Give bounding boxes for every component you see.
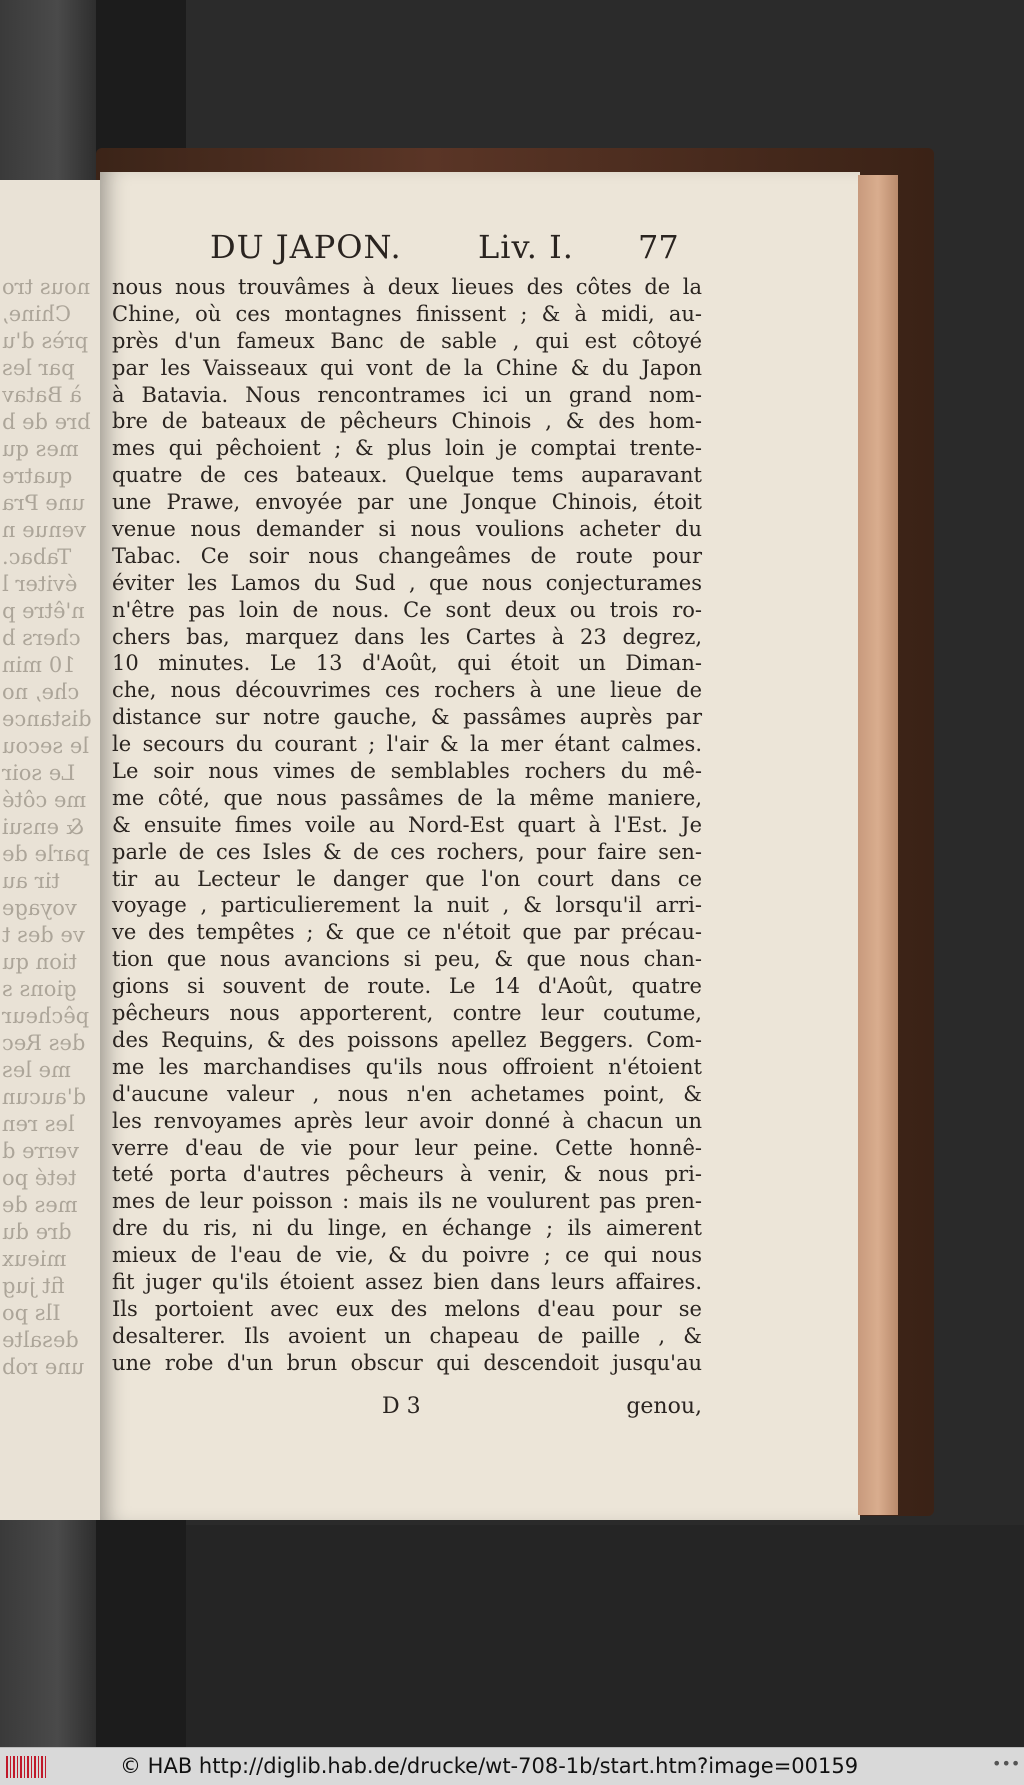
text-line: les renvoyames après leur avoir donné à chacun un xyxy=(112,1108,702,1133)
facing-page-fragment: des Rec xyxy=(2,1031,86,1055)
facing-page-fragment: Tabac. xyxy=(2,545,72,569)
body-text xyxy=(112,274,702,1377)
facing-page-fragment: tion qu xyxy=(2,950,77,974)
text-line: mes de leur poisson : mais ils ne voulurent pas pren- xyxy=(112,1189,702,1214)
facing-page-fragment: verre d xyxy=(2,1139,79,1163)
text-line: Le soir nous vimes de semblables rochers du mê- xyxy=(112,759,702,784)
text-line: verre d'eau de vie pour leur peine. Cette honnê- xyxy=(112,1135,702,1160)
page-edges xyxy=(858,175,898,1515)
text-line: mieux de l'eau de vie, & du poivre ; ce qui nous xyxy=(112,1243,702,1268)
text-line: Ils portoient avec eux des melons d'eau pour se xyxy=(112,1296,702,1321)
facing-page-fragment: parle de xyxy=(2,842,90,866)
text-line: d'aucune valeur , nous n'en achetames point, & xyxy=(112,1081,702,1106)
text-line: desalterer. Ils avoient un chapeau de paille , & xyxy=(112,1323,702,1348)
facing-page-fragment: desalte xyxy=(2,1328,79,1352)
facing-page-fragment: une rob xyxy=(2,1355,85,1379)
text-line: teté porta d'autres pêcheurs à venir, & nous pri- xyxy=(112,1162,702,1187)
text-line: par les Vaisseaux qui vont de la Chine & du Japon xyxy=(112,355,702,380)
facing-page-fragment: me les xyxy=(2,1058,71,1082)
text-line: me côté, que nous passâmes de la même maniere, xyxy=(112,785,702,810)
facing-page-fragment: le secou xyxy=(2,734,89,758)
text-line: fit juger qu'ils étoient assez bien dans leurs affaires. xyxy=(112,1269,702,1294)
facing-page-fragment: ve des t xyxy=(2,923,85,947)
text-line: mes qui pêchoient ; & plus loin je comptai trente- xyxy=(112,436,702,461)
facing-page-fragment: teté po xyxy=(2,1166,77,1190)
hab-barcode-logo-icon xyxy=(6,1756,46,1778)
text-line: dre du ris, ni du linge, en échange ; ils aimerent xyxy=(112,1216,702,1241)
facing-page-fragment: mes de xyxy=(2,1193,78,1217)
text-line: pêcheurs nous apporterent, contre leur coutume, xyxy=(112,1001,702,1026)
facing-page xyxy=(0,180,100,1520)
text-line: voyage , particulierement la nuit , & lorsqu'il arri- xyxy=(112,893,702,918)
facing-page-fragment: chers b xyxy=(2,626,81,650)
text-line: tir au Lecteur le danger que l'on court dans ce xyxy=(112,866,702,891)
text-line: le secours du courant ; l'air & la mer étant calmes. xyxy=(112,732,702,757)
text-line: distance sur notre gauche, & passâmes auprès par xyxy=(112,705,702,730)
facing-page-fragment: les ren xyxy=(2,1112,75,1136)
facing-page-fragment: venue n xyxy=(2,518,86,542)
text-line: chers bas, marquez dans les Cartes à 23 degrez, xyxy=(112,624,702,649)
facing-page-fragment: mes qu xyxy=(2,437,79,461)
text-line: me les marchandises qu'ils nous offroient n'étoient xyxy=(112,1054,702,1079)
facing-page-fragment: Le soir xyxy=(2,761,76,785)
text-line: des Requins, & des poissons apellez Beggers. Com- xyxy=(112,1027,702,1052)
more-dots-icon[interactable]: ••• xyxy=(992,1754,1021,1773)
facing-page-fragment: 10 min xyxy=(2,653,76,677)
facing-page-fragment: pêcheur xyxy=(2,1004,90,1028)
text-line: quatre de ces bateaux. Quelque tems auparavant xyxy=(112,463,702,488)
facing-page-fragment: une Pra xyxy=(2,491,85,515)
text-line: près d'un fameux Banc de sable , qui est côtoyé xyxy=(112,328,702,353)
text-line: éviter les Lamos du Sud , que nous conjecturames xyxy=(112,570,702,595)
facing-page-fragment: à Batav xyxy=(2,383,82,407)
running-head-title: DU JAPON. xyxy=(210,228,402,266)
facing-page-fragment: d'aucun xyxy=(2,1085,87,1109)
page-number: 77 xyxy=(638,228,679,266)
facing-page-fragment: distance xyxy=(2,707,92,731)
facing-page-fragment: dre du xyxy=(2,1220,72,1244)
text-line: Tabac. Ce soir nous changeâmes de route pour xyxy=(112,543,702,568)
text-line: n'être pas loin de nous. Ce sont deux ou trois ro- xyxy=(112,597,702,622)
facing-page-fragment: par les xyxy=(2,356,75,380)
facing-page-fragment: Chine, xyxy=(2,302,71,326)
facing-page-fragment: fit jug xyxy=(2,1274,65,1298)
text-line: tion que nous avancions si peu, & que nous chan- xyxy=(112,947,702,972)
text-line: une Prawe, envoyée par une Jonque Chinois, étoit xyxy=(112,490,702,515)
text-line: gions si souvent de route. Le 14 d'Août, quatre xyxy=(112,974,702,999)
facing-page-fragment: voyage xyxy=(2,896,77,920)
page-footer xyxy=(112,1394,702,1424)
facing-page-fragment: quatre xyxy=(2,464,73,488)
text-line: 10 minutes. Le 13 d'Août, qui étoit un Diman- xyxy=(112,651,702,676)
facing-page-fragment: & ensui xyxy=(2,815,85,839)
facing-page-fragment: che, no xyxy=(2,680,80,704)
text-line: Chine, où ces montagnes finissent ; & à midi, au- xyxy=(112,301,702,326)
text-line: & ensuite fimes voile au Nord-Est quart à l'Est. Je xyxy=(112,812,702,837)
source-url[interactable]: © HAB http://diglib.hab.de/drucke/wt-708-1b/start.htm?image=00159 xyxy=(120,1754,859,1778)
text-line: bre de bateaux de pêcheurs Chinois , & des hom- xyxy=(112,409,702,434)
facing-page-fragment: nous tro xyxy=(2,275,91,299)
text-line: nous nous trouvâmes à deux lieues des côtes de la xyxy=(112,275,702,299)
facing-page-fragment: tir au xyxy=(2,869,60,893)
running-head xyxy=(108,228,688,274)
facing-page-fragment: n'être p xyxy=(2,599,85,623)
catchword: genou, xyxy=(626,1394,702,1419)
text-line: che, nous découvrimes ces rochers à une lieue de xyxy=(112,678,702,703)
facing-page-fragment: Ils po xyxy=(2,1301,61,1325)
facing-page-fragment: éviter l xyxy=(2,572,78,596)
facing-page-fragment: me côté xyxy=(2,788,87,812)
text-line: une robe d'un brun obscur qui descendoit jusqu'au xyxy=(112,1350,702,1375)
text-line: parle de ces Isles & de ces rochers, pour faire sen- xyxy=(112,839,702,864)
facing-page-fragment: près d'u xyxy=(2,329,89,353)
facing-page-fragment: bre de b xyxy=(2,410,91,434)
text-line: à Batavia. Nous rencontrames ici un grand nom- xyxy=(112,382,702,407)
viewer-footer-bar xyxy=(0,1747,1024,1785)
text-line: ve des tempêtes ; & que ce n'étoit que par précau- xyxy=(112,920,702,945)
facing-page-fragment: gions s xyxy=(2,977,77,1001)
text-line: venue nous demander si nous voulions acheter du xyxy=(112,517,702,542)
signature-mark: D 3 xyxy=(382,1394,421,1419)
running-head-book: Liv. I. xyxy=(478,228,574,266)
facing-page-fragment: mieux xyxy=(2,1247,67,1271)
